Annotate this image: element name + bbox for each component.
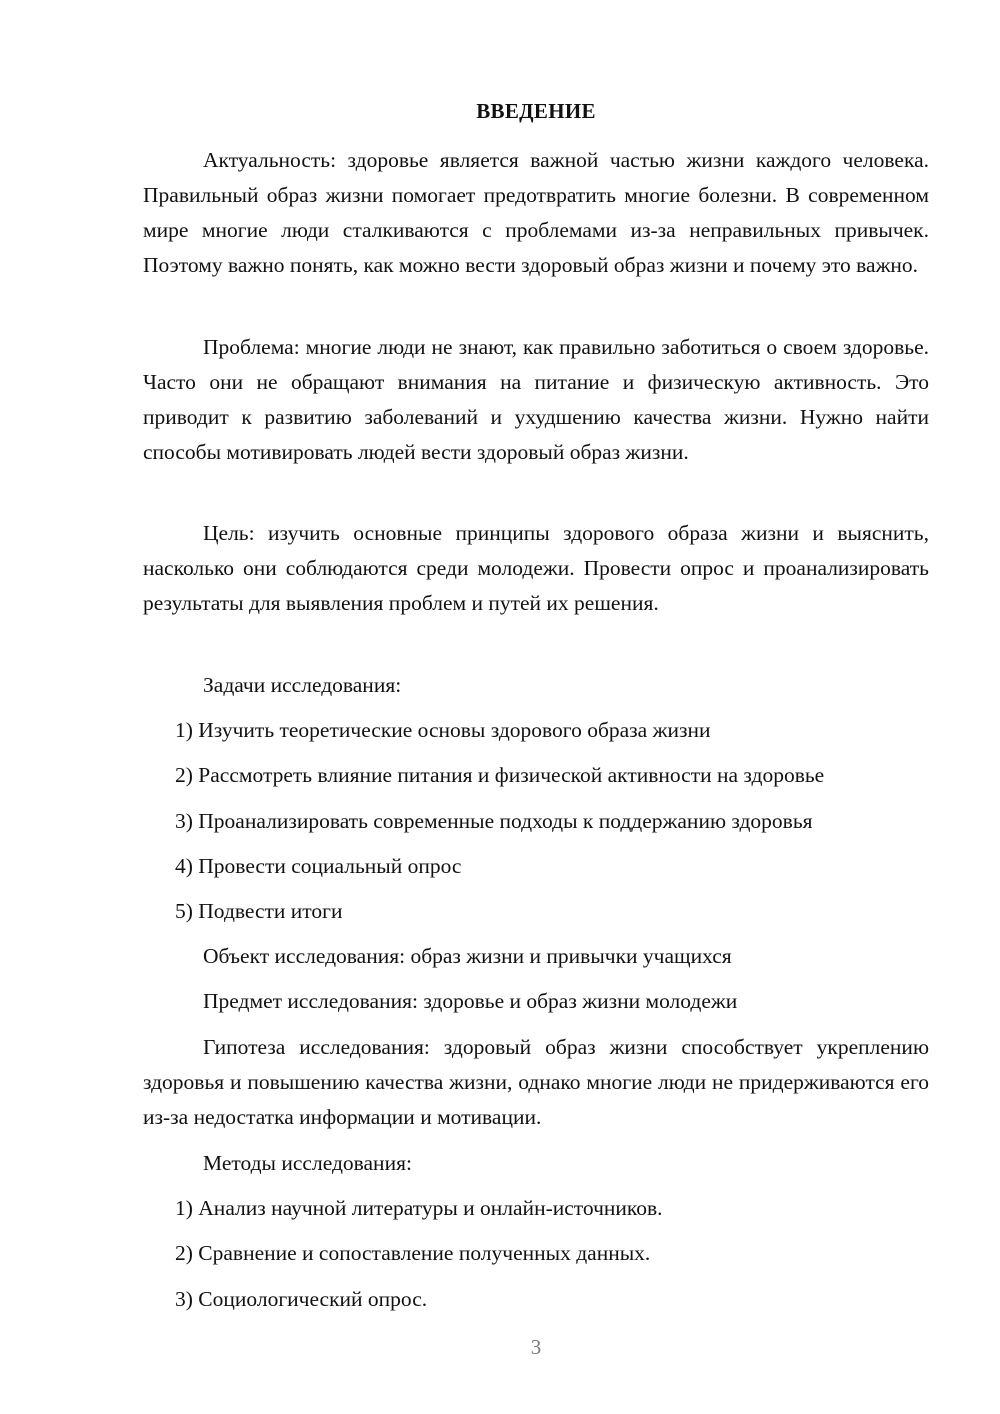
problem-paragraph: Проблема: многие люди не знают, как правильно заботиться о своем здоровье. Часто они не обращают внимания на питание и физическую активность. Это приводит к развитию заболеваний и ухудшению качества жизни. Нужно найти способы мотивировать людей вести здоровый образ жизни.	[143, 335, 929, 464]
object-line: Объект исследования: образ жизни и привычки учащихся	[203, 944, 732, 968]
relevance-paragraph: Актуальность: здоровье является важной частью жизни каждого человека. Правильный образ жизни помогает предотвратить многие болезни. В современном мире многие люди сталкиваются с проблемами из-за неправильных привычек. Поэтому важно понять, как можно вести здоровый образ жизни и почему это важно.	[143, 148, 929, 277]
section-heading: ВВЕДЕНИЕ	[476, 99, 596, 123]
hypothesis-paragraph: Гипотеза исследования: здоровый образ жизни способствует укреплению здоровья и повышению качества жизни, однако многие люди не придерживаются его из-за недостатка информации и мотивации.	[143, 1035, 929, 1129]
list-item: 5) Подвести итоги	[175, 899, 343, 923]
list-item: 1) Анализ научной литературы и онлайн-источников.	[175, 1196, 663, 1220]
tasks-title: Задачи исследования:	[203, 673, 402, 697]
page-number: 3	[530, 1335, 542, 1359]
methods-title: Методы исследования:	[203, 1151, 412, 1175]
subject-line: Предмет исследования: здоровье и образ жизни молодежи	[203, 989, 738, 1013]
list-item: 3) Проанализировать современные подходы к поддержанию здоровья	[175, 809, 813, 833]
list-item: 2) Рассмотреть влияние питания и физической активности на здоровье	[175, 763, 825, 787]
list-item: 1) Изучить теоретические основы здорового образа жизни	[175, 718, 711, 742]
list-item: 3) Социологический опрос.	[175, 1287, 428, 1311]
list-item: 2) Сравнение и сопоставление полученных данных.	[175, 1241, 651, 1265]
goal-paragraph: Цель: изучить основные принципы здорового образа жизни и выяснить, насколько они соблюдаются среди молодежи. Провести опрос и проанализировать результаты для выявления проблем и путей их решения.	[143, 521, 929, 615]
list-item: 4) Провести социальный опрос	[175, 854, 462, 878]
